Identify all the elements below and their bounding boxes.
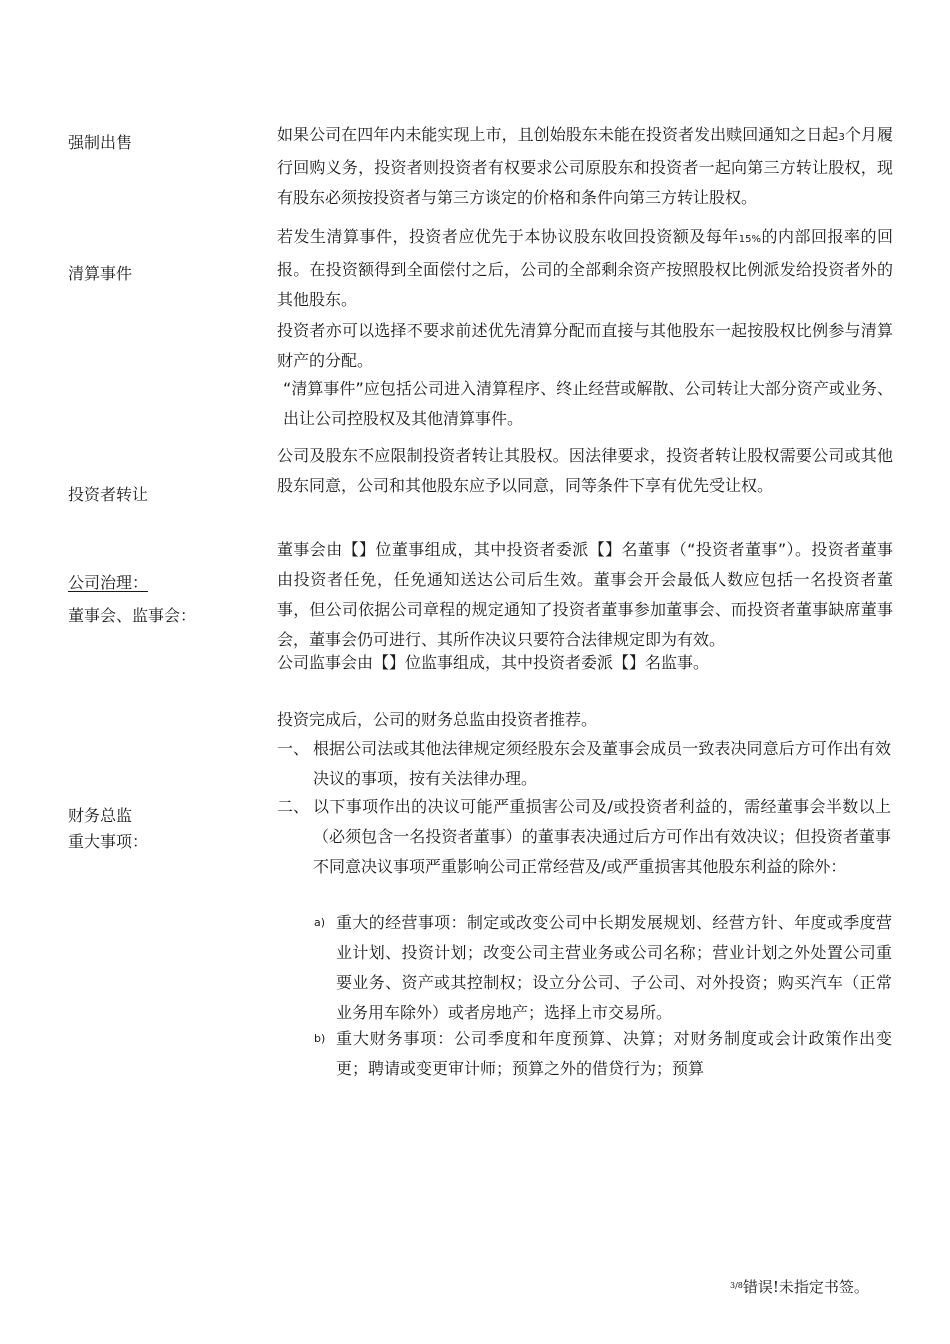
sub-item-a-text: 重大的经营事项：制定或改变公司中长期发展规划、经营方针、年度或季度营业计划、投资计划；改变公司主营业务或公司名称；营业计划之外处置公司重要业务、资产或其控制权；设立分公司、子公司、对外投资；购买汽车（正常业务用车除外）或者房地产；选择上市交易所。	[336, 913, 892, 1022]
sub-item-b-text: 重大财务事项：公司季度和年度预算、决算；对财务制度或会计政策作出变更；聘请或变更审计师；预算之外的借贷行为；预算	[336, 1029, 892, 1078]
page-footer	[730, 1276, 869, 1297]
label-cfo: 财务总监	[68, 806, 133, 825]
liquidation-priority-text: 若发生清算事件，投资者应优先于本协议股东收回投资额及每年15%的内部回报率的回报。在投资额得到全面偿付之后，公司的全部剩余资产按照股权比例派发给投资者外的其他股东。	[277, 227, 893, 309]
label-major-matters: 重大事项：	[68, 832, 149, 851]
board-composition-text: 董事会由【】位董事组成，其中投资者委派【】名董事（“投资者董事”）。投资者董事由投资者任免，任免通知送达公司后生效。董事会开会最低人数应包括一名投资者董事，但公司依据公司章程的规定通知了投资者董事参加董事会、而投资者董事缺席董事会，董事会仍可进行、其所作决议只要符合法律规定即为有效。	[277, 540, 893, 649]
label-board: 董事会、监事会：	[68, 606, 197, 625]
label-governance: 公司治理：	[68, 573, 149, 592]
label-liquidation: 清算事件	[68, 264, 133, 283]
sub-item-b-marker: b)	[314, 1032, 326, 1045]
page-number: 3/8	[730, 1281, 743, 1290]
cfo-text: 投资完成后，公司的财务总监由投资者推荐。	[277, 710, 598, 729]
investor-transfer-text: 公司及股东不应限制投资者转让其股权。因法律要求，投资者转让股权需要公司或其他股东同意，公司和其他股东应予以同意，同等条件下享有优先受让权。	[277, 446, 893, 495]
item-1-text: 根据公司法或其他法律规定须经股东会及董事会成员一致表决同意后方可作出有效决议的事项，按有关法律办理。	[313, 739, 891, 788]
sub-item-a-marker: a)	[314, 916, 326, 929]
forced-sale-text: 如果公司在四年内未能实现上市，且创始股东未能在投资者发出赎回通知之日起3个月履行回购义务，投资者则投资者有权要求公司原股东和投资者一起向第三方转让股权，现有股东必须按投资者与第三方谈定的价格和条件向第三方转让股权。	[277, 125, 893, 207]
supervisory-board-text: 公司监事会由【】位监事组成，其中投资者委派【】名监事。	[277, 653, 710, 672]
item-2-number: 二、	[277, 797, 310, 816]
label-investor-transfer: 投资者转让	[68, 485, 149, 504]
liquidation-definition-text: “清算事件”应包括公司进入清算程序、终止经营或解散、公司转让大部分资产或业务、出让公司控股权及其他清算事件。	[283, 379, 893, 428]
liquidation-option-text: 投资者亦可以选择不要求前述优先清算分配而直接与其他股东一起按股权比例参与清算财产的分配。	[277, 321, 893, 370]
item-2-text: 以下事项作出的决议可能严重损害公司及/或投资者利益的，需经董事会半数以上（必须包含一名投资者董事）的董事表决通过后方可作出有效决议；但投资者董事不同意决议事项严重影响公司正常经营及/或严重损害其他股东利益的除外：	[313, 797, 891, 876]
item-1-number: 一、	[277, 739, 310, 758]
footer-bookmark-error: 错误!未指定书签。	[742, 1278, 869, 1296]
label-forced-sale: 强制出售	[68, 133, 133, 152]
